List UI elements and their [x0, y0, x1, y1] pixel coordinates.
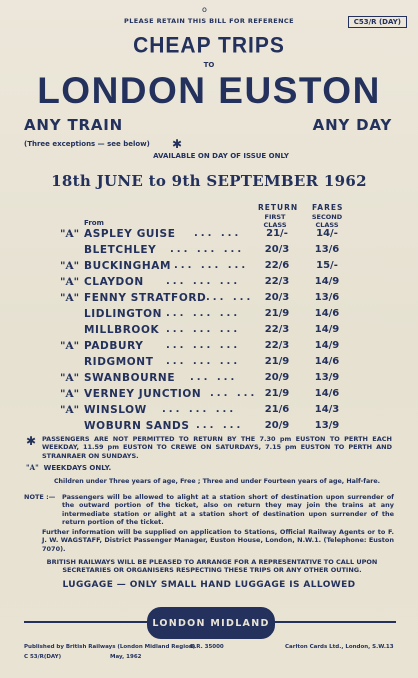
- leader-dots: ... ... ...: [166, 340, 241, 351]
- second-class-fare: 14/9: [314, 324, 340, 335]
- return-restrictions-note: PASSENGERS ARE NOT PERMITTED TO RETURN BY THE 7.30 pm EUSTON TO PERTH EACH WEEKDAY, 11.59 pm EUSTON TO CREWE ON SATURDAYS, 7.15 pm EUSTON TO PERTH AND STRANRAER ON SUNDAYS.: [42, 435, 392, 460]
- leader-dots: ... ... ...: [170, 244, 245, 255]
- from-label: From: [84, 219, 104, 227]
- second-class-fare: 14/6: [314, 356, 340, 367]
- table-row: [0, 292, 418, 308]
- weekdays-only-mark: "A": [60, 228, 80, 240]
- station-name: LIDLINGTON: [84, 308, 163, 320]
- table-row: [0, 308, 418, 324]
- first-class-fare: 21/-: [266, 228, 288, 239]
- weekdays-only-mark: "A": [60, 372, 80, 384]
- station-name: BLETCHLEY: [84, 244, 157, 256]
- return-header: RETURN: [258, 203, 299, 212]
- br-reference: B.R. 35000: [190, 644, 224, 650]
- alighting-note: Passengers will be allowed to alight at a station short of destination upon surrender of the outward portion of the ticket, also on return they may join the trains at any intermediate station or alight at a station short of destination upon surrender of the return portion of the ticket.: [62, 493, 394, 527]
- weekdays-only-mark: "A": [60, 404, 80, 416]
- weekdays-only-mark: "A": [26, 463, 39, 472]
- children-fares-note: Children under Three years of age, Free ; Three and under Fourteen years of age, Half-fare.: [53, 478, 381, 485]
- second-class-header: SECOND CLASS: [311, 213, 343, 229]
- representative-note: BRITISH RAILWAYS WILL BE PLEASED TO ARRANGE FOR A REPRESENTATIVE TO CALL UPON SECRETARIES OR ORGANISERS RESPECTING THESE TRIPS OR ANY OTHER OUTING.: [46, 558, 378, 575]
- headline-cheap-trips: CHEAP TRIPS: [133, 33, 285, 58]
- first-class-fare: 21/9: [264, 356, 290, 367]
- logo-text: LONDON MIDLAND: [152, 617, 270, 629]
- first-class-fare: 22/3: [264, 324, 290, 335]
- leader-dots: ... ... ...: [166, 308, 241, 319]
- headline-destination: LONDON EUSTON: [37, 70, 381, 111]
- bill-code: C 53/R(DAY): [24, 654, 62, 660]
- code-box: C53/R (DAY): [348, 16, 407, 28]
- availability-note: AVAILABLE ON DAY OF ISSUE ONLY: [153, 152, 289, 160]
- first-class-fare: 20/3: [264, 244, 290, 255]
- leader-dots: ... ... ...: [162, 404, 237, 415]
- station-name: MILLBROOK: [84, 324, 160, 336]
- leader-dots: ... ...: [190, 372, 238, 383]
- second-class-fare: 14/3: [314, 404, 340, 415]
- station-name: SWANBOURNE: [84, 372, 176, 384]
- table-row: [0, 324, 418, 340]
- leader-dots: ... ... ...: [166, 356, 241, 367]
- station-name: FENNY STRATFORD: [84, 292, 207, 304]
- first-class-fare: 21/9: [264, 388, 290, 399]
- second-class-fare: 14/6: [314, 308, 340, 319]
- hanging-ring: o: [202, 5, 207, 14]
- fares-header: FARES: [312, 203, 344, 212]
- first-class-fare: 20/9: [264, 420, 290, 431]
- table-row: [0, 228, 418, 244]
- weekdays-only-mark: "A": [60, 340, 80, 352]
- weekdays-only-text: WEEKDAYS ONLY.: [43, 464, 112, 472]
- table-row: [0, 244, 418, 260]
- table-row: [0, 340, 418, 356]
- second-class-fare: 13/6: [314, 292, 340, 303]
- leader-dots: ... ...: [206, 292, 254, 303]
- weekdays-only-mark: "A": [60, 260, 80, 272]
- further-information-note: Further information will be supplied on application to Stations, Official Railway Agents or to F. J. W. WAGSTAFF, District Passenger Manager, Euston House, London, N.W.1. (Telephone: Euston 7070).: [42, 528, 394, 553]
- printer-line: Carlton Cards Ltd., London, S.W.13: [285, 644, 394, 650]
- table-row: [0, 260, 418, 276]
- publisher-line: Published by British Railways (London Midland Region): [24, 644, 196, 650]
- first-class-fare: 22/6: [264, 260, 290, 271]
- second-class-fare: 13/9: [314, 420, 340, 431]
- table-row: [0, 420, 418, 436]
- first-class-fare: 21/6: [264, 404, 290, 415]
- second-class-fare: 15/-: [316, 260, 338, 271]
- station-name: WINSLOW: [84, 404, 147, 416]
- station-name: ASPLEY GUISE: [84, 228, 176, 240]
- london-midland-logo: [147, 607, 275, 639]
- station-name: BUCKINGHAM: [84, 260, 172, 272]
- weekdays-only-mark: "A": [60, 276, 80, 288]
- table-row: [0, 276, 418, 292]
- weekdays-only-mark: "A": [60, 388, 80, 400]
- second-class-fare: 14/-: [316, 228, 338, 239]
- second-class-fare: 14/6: [314, 388, 340, 399]
- second-class-fare: 13/6: [314, 244, 340, 255]
- headline-to: TO: [203, 61, 215, 69]
- any-day-label: ANY DAY: [312, 116, 392, 134]
- first-class-fare: 21/9: [264, 308, 290, 319]
- note-label: NOTE :—: [24, 493, 56, 501]
- first-class-fare: 20/9: [264, 372, 290, 383]
- leader-dots: ... ... ...: [166, 324, 241, 335]
- station-name: WOBURN SANDS: [84, 420, 190, 432]
- first-class-header: FIRST CLASS: [263, 213, 287, 229]
- first-class-fare: 22/3: [264, 340, 290, 351]
- retain-notice: PLEASE RETAIN THIS BILL FOR REFERENCE: [124, 17, 294, 25]
- luggage-note: LUGGAGE — ONLY SMALL HAND LUGGAGE IS ALLOWED: [62, 580, 356, 590]
- asterisk-icon: ✱: [26, 434, 37, 448]
- leader-dots: ... ... ...: [174, 260, 249, 271]
- first-class-fare: 20/3: [264, 292, 290, 303]
- weekdays-only-mark: "A": [60, 292, 80, 304]
- table-row: [0, 404, 418, 420]
- table-row: [0, 356, 418, 372]
- table-row: [0, 388, 418, 404]
- leader-dots: ... ...: [210, 388, 258, 399]
- issue-date: May, 1962: [110, 654, 142, 660]
- second-class-fare: 14/9: [314, 276, 340, 287]
- station-name: CLAYDON: [84, 276, 144, 288]
- station-name: VERNEY JUNCTION: [84, 388, 202, 400]
- table-row: [0, 372, 418, 388]
- second-class-fare: 14/9: [314, 340, 340, 351]
- weekdays-only-note: [26, 463, 111, 472]
- asterisk-icon: ✱: [172, 137, 183, 151]
- leader-dots: ... ...: [196, 420, 244, 431]
- station-name: PADBURY: [84, 340, 144, 352]
- any-train-label: ANY TRAIN: [24, 116, 123, 134]
- validity-dates: 18th JUNE to 9th SEPTEMBER 1962: [51, 172, 367, 190]
- leader-dots: ... ... ...: [166, 276, 241, 287]
- first-class-fare: 22/3: [264, 276, 290, 287]
- station-name: RIDGMONT: [84, 356, 154, 368]
- leader-dots: ... ...: [194, 228, 242, 239]
- second-class-fare: 13/9: [314, 372, 340, 383]
- exceptions-note: (Three exceptions — see below): [24, 140, 150, 148]
